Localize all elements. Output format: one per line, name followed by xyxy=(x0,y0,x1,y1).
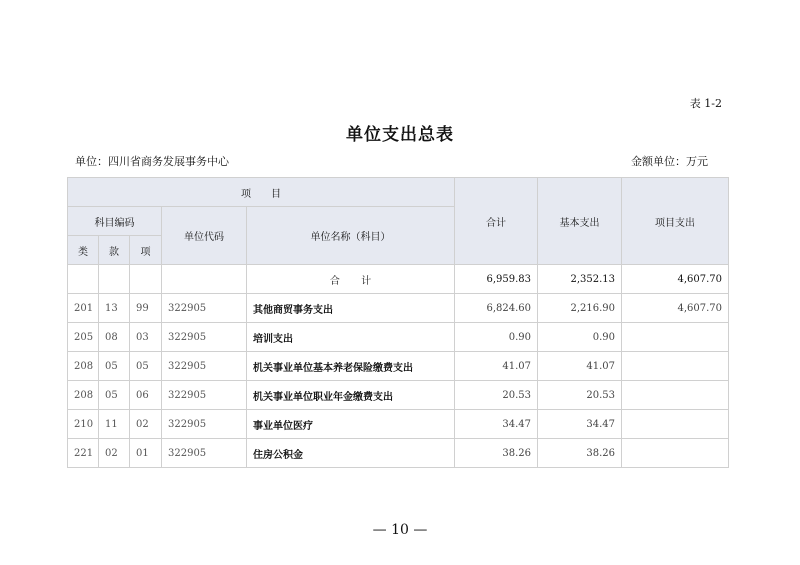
cell-name: 培训支出 xyxy=(247,323,455,352)
cell-xiang: 06 xyxy=(130,381,162,410)
page-number: — 10 — xyxy=(372,522,428,538)
cell-unit-code: 322905 xyxy=(162,381,247,410)
cell-lei: 208 xyxy=(68,352,99,381)
cell-basic: 20.53 xyxy=(538,381,622,410)
cell-name: 住房公积金 xyxy=(247,439,455,468)
header-item: 项 目 xyxy=(68,178,455,207)
header-project: 项目支出 xyxy=(622,178,729,265)
table-row xyxy=(68,439,729,468)
cell-lei: 201 xyxy=(68,294,99,323)
cell-xiang: 02 xyxy=(130,410,162,439)
header-subject-code: 科目编码 xyxy=(68,207,162,236)
total-label: 合 计 xyxy=(247,265,455,294)
cell-project xyxy=(622,410,729,439)
cell-lei: 208 xyxy=(68,381,99,410)
cell-name: 机关事业单位基本养老保险缴费支出 xyxy=(247,352,455,381)
header-unit-code: 单位代码 xyxy=(162,207,247,265)
total-row xyxy=(68,265,729,294)
cell-name: 事业单位医疗 xyxy=(247,410,455,439)
cell-total: 6,824.60 xyxy=(455,294,538,323)
cell-project xyxy=(622,352,729,381)
cell-kuan: 11 xyxy=(99,410,130,439)
cell-basic: 41.07 xyxy=(538,352,622,381)
page-title: 单位支出总表 xyxy=(346,125,454,145)
cell-project: 4,607.70 xyxy=(622,294,729,323)
cell-kuan: 02 xyxy=(99,439,130,468)
total-sum: 6,959.83 xyxy=(455,265,538,294)
cell-total: 20.53 xyxy=(455,381,538,410)
cell-xiang: 05 xyxy=(130,352,162,381)
cell-total: 34.47 xyxy=(455,410,538,439)
cell-unit-code: 322905 xyxy=(162,410,247,439)
cell-unit-code: 322905 xyxy=(162,323,247,352)
cell-basic: 2,216.90 xyxy=(538,294,622,323)
table-row xyxy=(68,410,729,439)
total-project: 4,607.70 xyxy=(622,265,729,294)
cell-kuan: 13 xyxy=(99,294,130,323)
header-unit-name: 单位名称（科目） xyxy=(247,207,455,265)
header-basic: 基本支出 xyxy=(538,178,622,265)
cell-xiang: 01 xyxy=(130,439,162,468)
cell-kuan: 08 xyxy=(99,323,130,352)
cell-unit-code: 322905 xyxy=(162,352,247,381)
cell-name: 其他商贸事务支出 xyxy=(247,294,455,323)
cell-xiang: 99 xyxy=(130,294,162,323)
expenditure-table xyxy=(67,177,729,468)
cell-project xyxy=(622,439,729,468)
table-row xyxy=(68,294,729,323)
cell-total: 38.26 xyxy=(455,439,538,468)
cell-total: 41.07 xyxy=(455,352,538,381)
cell-lei: 210 xyxy=(68,410,99,439)
cell-basic: 34.47 xyxy=(538,410,622,439)
cell-lei: 221 xyxy=(68,439,99,468)
total-basic: 2,352.13 xyxy=(538,265,622,294)
cell-basic: 0.90 xyxy=(538,323,622,352)
cell-unit-code: 322905 xyxy=(162,294,247,323)
header-kuan: 款 xyxy=(99,236,130,265)
table-row xyxy=(68,323,729,352)
table-row xyxy=(68,381,729,410)
header-total: 合计 xyxy=(455,178,538,265)
cell-basic: 38.26 xyxy=(538,439,622,468)
header-xiang: 项 xyxy=(130,236,162,265)
cell-lei: 205 xyxy=(68,323,99,352)
unit-name: 单位：四川省商务发展事务中心 xyxy=(75,155,229,168)
table-tag: 表 1-2 xyxy=(689,97,722,110)
amount-unit: 金额单位：万元 xyxy=(631,155,708,168)
table-row xyxy=(68,352,729,381)
header-lei: 类 xyxy=(68,236,99,265)
cell-kuan: 05 xyxy=(99,381,130,410)
cell-kuan: 05 xyxy=(99,352,130,381)
cell-project xyxy=(622,323,729,352)
cell-name: 机关事业单位职业年金缴费支出 xyxy=(247,381,455,410)
cell-xiang: 03 xyxy=(130,323,162,352)
cell-project xyxy=(622,381,729,410)
cell-total: 0.90 xyxy=(455,323,538,352)
cell-unit-code: 322905 xyxy=(162,439,247,468)
